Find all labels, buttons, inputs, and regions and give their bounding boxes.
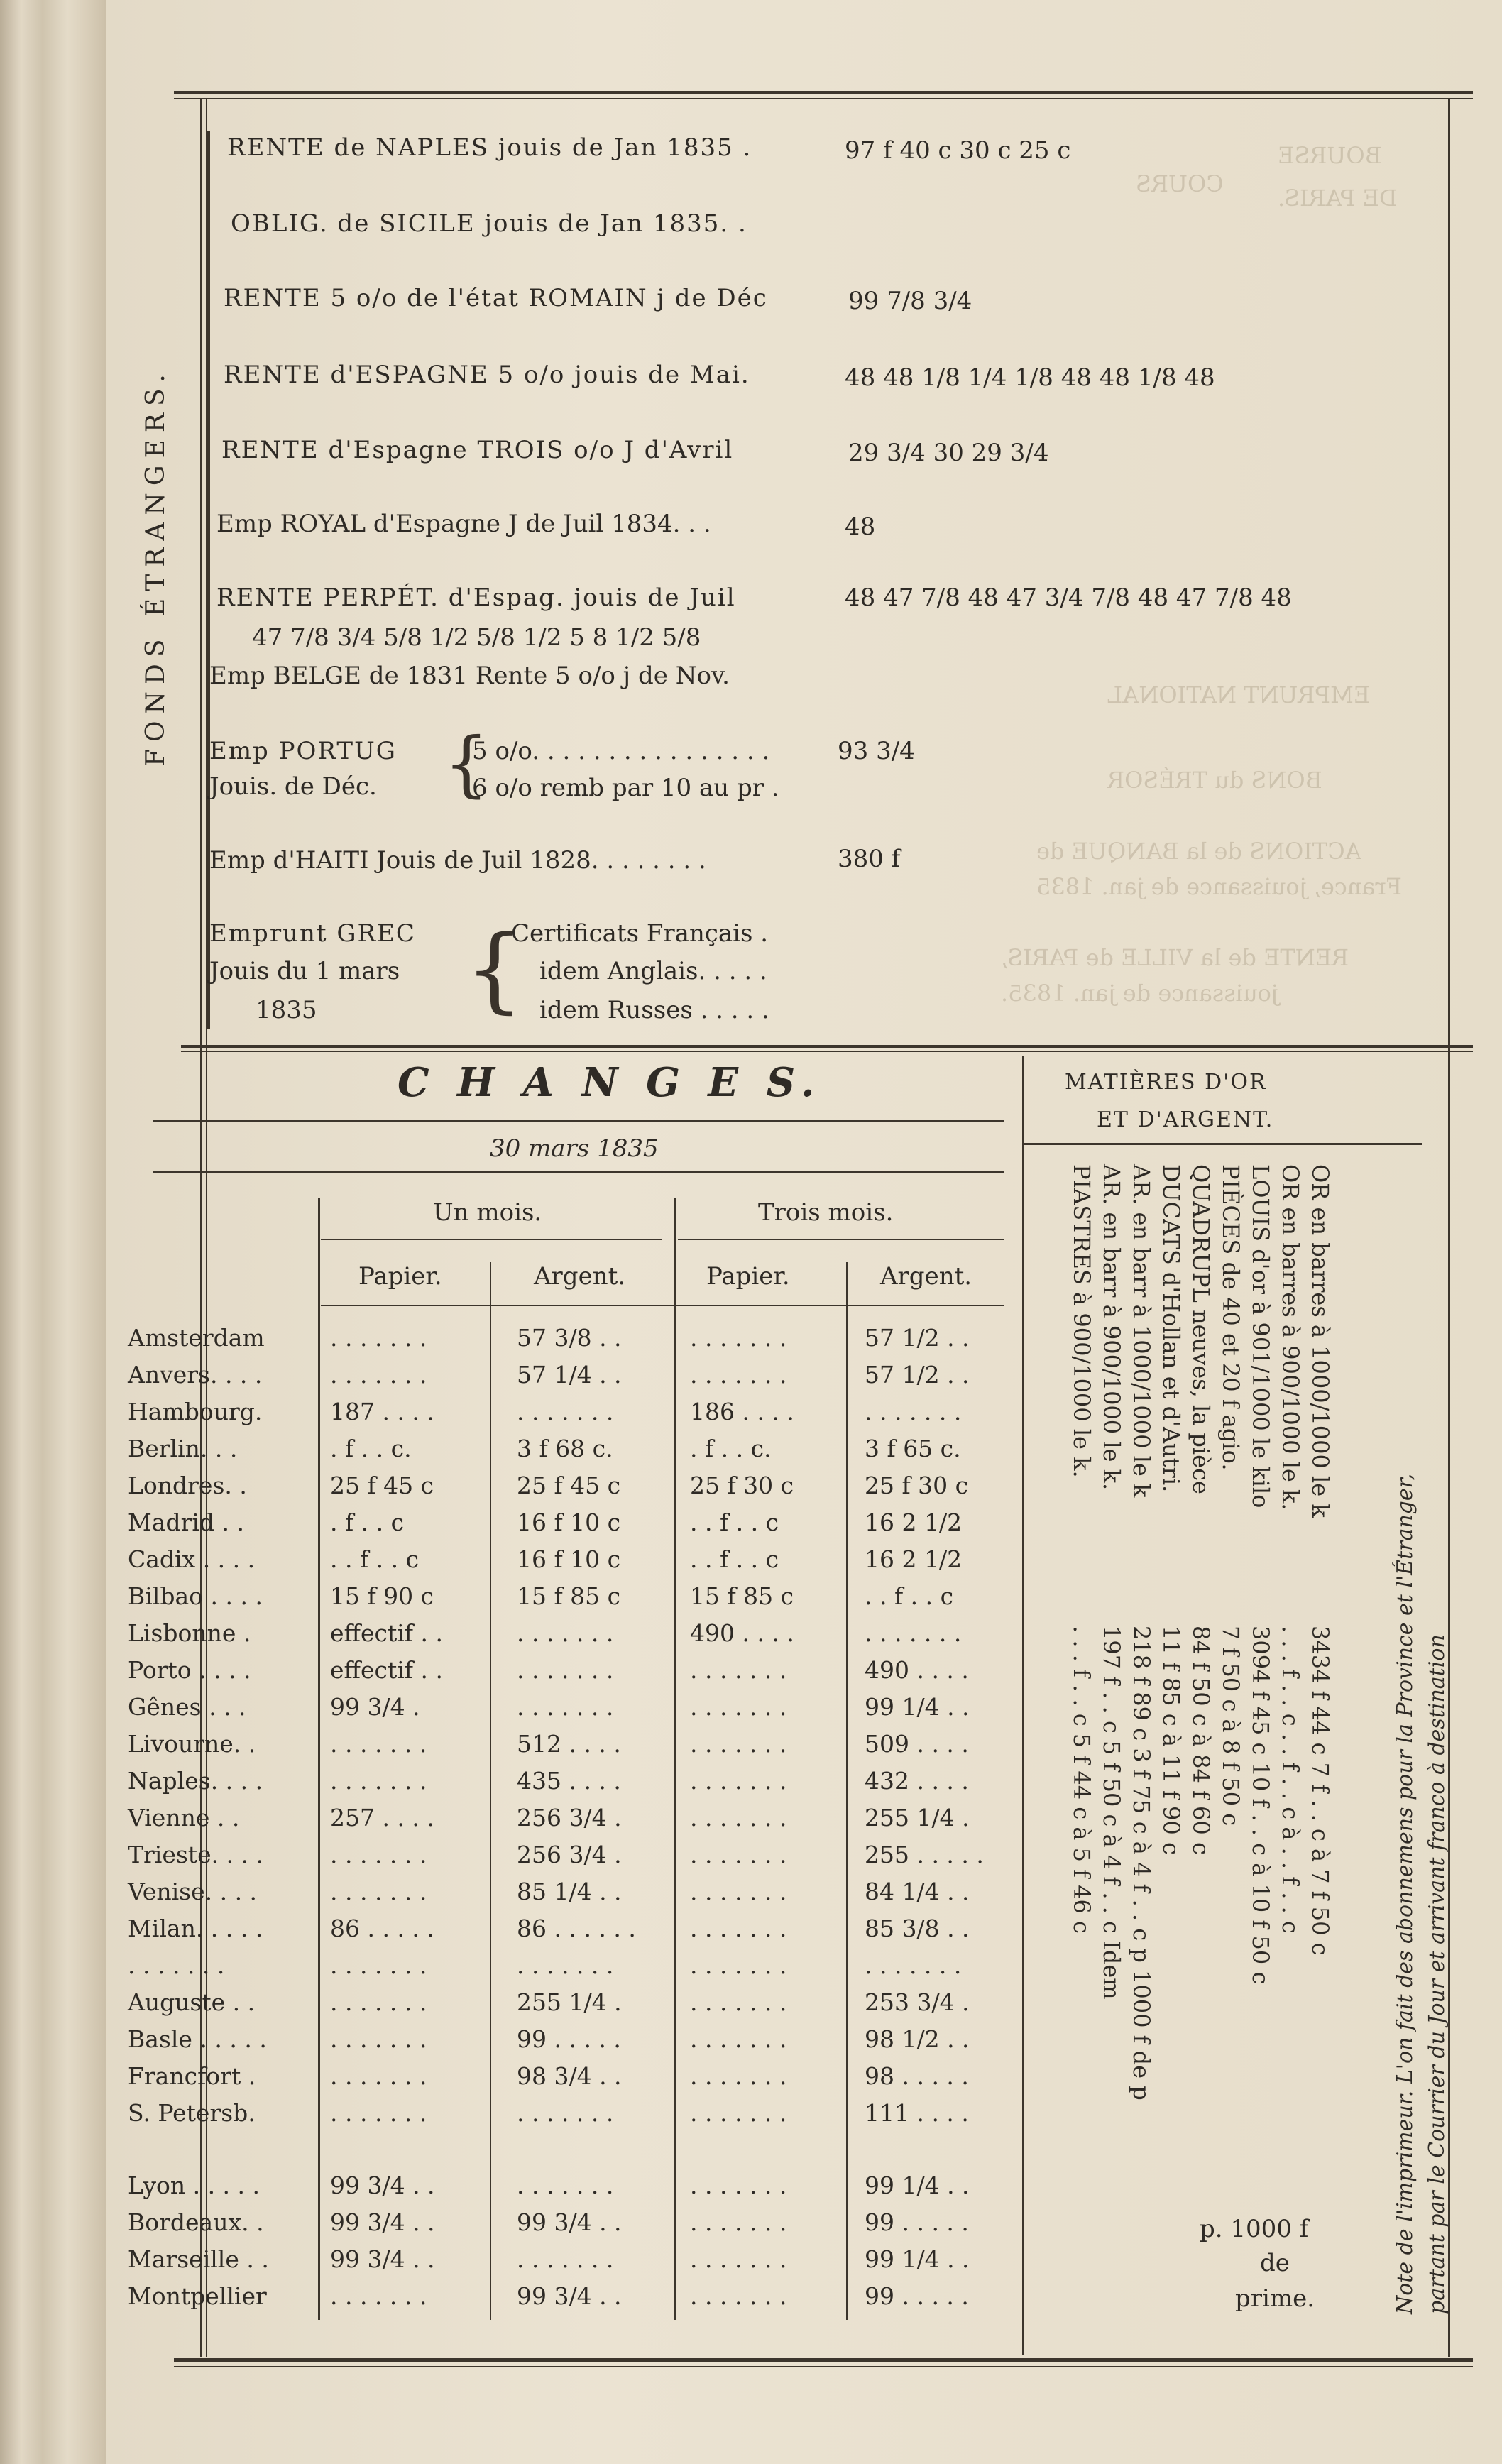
exchange-rate-cell: . . . . . . . [690, 2245, 787, 2273]
exchange-city: Naples. . . . [128, 1767, 263, 1795]
prime-label: p. 1000 f [1200, 2215, 1309, 2243]
exchange-rate-cell: . f . . c. [690, 1435, 772, 1462]
exchange-rate-cell: . . . . . . . [330, 1841, 427, 1868]
exchange-rate-cell: . . . . . . . [517, 2245, 614, 2273]
changes-date: 30 mars 1835 [490, 1134, 659, 1163]
grec-option: idem Anglais. . . . . [539, 957, 767, 985]
matieres-line: PIASTRES à 900/1000 le k. [1068, 1164, 1095, 1478]
exchange-rate-cell: . . . . . . . [517, 1951, 614, 1979]
exchange-rate-cell: . . . . . . . [865, 1619, 962, 1647]
matieres-value: 7 f 50 c à 8 f 50 c [1217, 1626, 1244, 1827]
exchange-rate-cell: 99 3/4 . . [330, 2208, 435, 2236]
matieres-value: 3434 f 44 c 7 f . . c à 7 f 50 c [1307, 1626, 1334, 1956]
exchange-rate-cell: 99 1/4 . . [865, 2172, 970, 2199]
portugal-option: 6 o/o remb par 10 au pr . [472, 774, 779, 802]
haiti-loan-label: Emp d'HAITI Jouis de Juil 1828. . . . . . . . [209, 846, 706, 875]
exchange-city: Berlin. . . [128, 1435, 238, 1462]
exchange-rate-cell: 57 3/8 . . [517, 1324, 622, 1352]
fonds-row-value: 29 3/4 30 29 3/4 [848, 439, 1049, 467]
exchange-rate-cell: . . . . . . . [690, 1951, 787, 1979]
exchange-rate-cell: . . . . . . . [330, 1767, 427, 1795]
sub-header-argent: Argent. [880, 1262, 972, 1291]
exchange-rate-cell: 16 2 1/2 [865, 1508, 963, 1536]
exchange-city: Venise. . . . [128, 1878, 258, 1905]
fonds-row-value: 97 f 40 c 30 c 25 c [845, 136, 1071, 165]
exchange-rate-cell: 57 1/4 . . [517, 1361, 622, 1389]
exchange-rate-cell: effectif . . [330, 1619, 443, 1647]
changes-title: C H A N G E S. [398, 1059, 822, 1106]
exchange-rate-cell: 15 f 90 c [330, 1582, 434, 1610]
sub-header-underline [321, 1305, 1004, 1306]
group-trois-mois: Trois mois. [758, 1198, 894, 1227]
group-underline [678, 1239, 1004, 1240]
exchange-rate-cell: . . . . . . . [690, 2172, 787, 2199]
exchange-rate-cell: 3 f 68 c. [517, 1435, 613, 1462]
exchange-city: . . . . . . . [128, 1951, 225, 1979]
exchange-rate-cell: . . . . . . . [690, 1915, 787, 1942]
exchange-rate-cell: . . . . . . . [690, 1767, 787, 1795]
brace-symbol: { [444, 722, 489, 805]
column-rule [318, 1198, 320, 2320]
prime-label: de [1260, 2249, 1290, 2277]
exchange-rate-cell: 84 1/4 . . [865, 1878, 970, 1905]
exchange-rate-cell: . . . . . . . [690, 1804, 787, 1831]
exchange-rate-cell: . . f . . c [690, 1545, 779, 1573]
exchange-rate-cell: . . . . . . . [865, 1398, 962, 1425]
sub-header-papier: Papier. [358, 1262, 442, 1291]
fonds-row-continuation: 47 7/8 3/4 5/8 1/2 5/8 1/2 5 8 1/2 5/8 [252, 623, 701, 652]
exchange-city: Francfort . [128, 2062, 256, 2090]
exchange-rate-cell: 187 . . . . [330, 1398, 434, 1425]
exchange-rate-cell: 25 f 45 c [517, 1472, 621, 1499]
exchange-rate-cell: . f . . c. [330, 1435, 412, 1462]
exchange-rate-cell: . . . . . . . [690, 2062, 787, 2090]
sub-header-argent: Argent. [534, 1262, 626, 1291]
exchange-rate-cell: . . . . . . . [690, 2208, 787, 2236]
exchange-rate-cell: 99 3/4 . . [517, 2282, 622, 2310]
bottom-border-rule [174, 2358, 1473, 2362]
matieres-heading: ET D'ARGENT. [1097, 1107, 1274, 1132]
exchange-city: Bordeaux. . [128, 2208, 264, 2236]
exchange-rate-cell: 16 2 1/2 [865, 1545, 963, 1573]
exchange-rate-cell: 99 3/4 . . [330, 2172, 435, 2199]
matieres-line: QUADRUPL neuves, la pièce [1188, 1164, 1215, 1494]
ghost-line: BONS du TRÉSOR [1107, 767, 1322, 794]
exchange-rate-cell: . . . . . . . [330, 1951, 427, 1979]
exchange-rate-cell: 16 f 10 c [517, 1508, 621, 1536]
matieres-value: 11 f 85 c à 11 f 90 c [1158, 1626, 1185, 1855]
grec-option: Certificats Français . [511, 919, 769, 948]
top-border-rule-thin [174, 98, 1473, 99]
exchange-rate-cell: . . . . . . . [330, 1988, 427, 2016]
column-rule [490, 1262, 491, 2320]
exchange-rate-cell: 432 . . . . [865, 1767, 969, 1795]
fonds-row-value: 48 [845, 513, 876, 541]
date-underline [153, 1171, 1004, 1173]
matieres-line: AR. en barr à 900/1000 le k. [1098, 1164, 1125, 1491]
fonds-row-label: OBLIG. de SICILE jouis de Jan 1835. . [231, 209, 747, 238]
exchange-rate-cell: . f . . c [330, 1508, 405, 1536]
exchange-city: Auguste . . [128, 1988, 256, 2016]
exchange-city: Vienne . . [128, 1804, 240, 1831]
bottom-border-rule-thin [174, 2366, 1473, 2367]
matieres-underline [1024, 1143, 1422, 1145]
matieres-value: 197 f . . c 5 f 50 c à 4 f . . c Idem [1098, 1626, 1125, 2000]
exchange-rate-cell: 25 f 30 c [690, 1472, 794, 1499]
fonds-etrangers-label: FONDS ÉTRANGERS. [141, 367, 170, 767]
ghost-line: DE PARIS. [1278, 185, 1398, 212]
exchange-city: Lisbonne . [128, 1619, 251, 1647]
exchange-rate-cell: . . . . . . . [330, 2062, 427, 2090]
exchange-rate-cell: 111 . . . . [865, 2099, 969, 2127]
exchange-rate-cell: 98 1/2 . . [865, 2025, 970, 2053]
matieres-value: 84 f 50 c à 84 f 60 c [1188, 1626, 1215, 1855]
exchange-rate-cell: 85 3/8 . . [865, 1915, 970, 1942]
exchange-rate-cell: . . . . . . . [690, 1730, 787, 1758]
haiti-loan-value: 380 f [838, 845, 901, 873]
exchange-rate-cell: . . . . . . . [690, 1988, 787, 2016]
exchange-rate-cell: . . . . . . . [690, 2099, 787, 2127]
exchange-rate-cell: . . . . . . . [330, 1730, 427, 1758]
ghost-line: jouissance de jan. 1835. [1001, 980, 1278, 1007]
exchange-rate-cell: . . . . . . . [690, 1656, 787, 1684]
exchange-rate-cell: . . . . . . . [865, 1951, 962, 1979]
exchange-city: Londres. . [128, 1472, 247, 1499]
title-underline [153, 1120, 1004, 1122]
ghost-line: France, jouissance de jan. 1835 [1036, 873, 1402, 900]
exchange-rate-cell: . . . . . . . [690, 2282, 787, 2310]
exchange-city: Amsterdam [128, 1324, 265, 1352]
exchange-rate-cell: 16 f 10 c [517, 1545, 621, 1573]
exchange-rate-cell: . . f . . c [865, 1582, 954, 1610]
exchange-rate-cell: . . . . . . . [690, 2025, 787, 2053]
exchange-rate-cell: 490 . . . . [690, 1619, 794, 1647]
matieres-line: AR. en barr à 1000/1000 le k [1128, 1164, 1155, 1498]
matieres-line: OR en barres à 1000/1000 le k [1307, 1164, 1334, 1518]
matieres-value: . . . f . . c . . f . . c à . . f . . c [1277, 1626, 1304, 1934]
grec-loan-year: 1835 [256, 996, 317, 1024]
matieres-heading: MATIÈRES D'OR [1065, 1070, 1267, 1095]
top-border-rule [174, 91, 1473, 94]
fonds-row-label: Emp ROYAL d'Espagne J de Juil 1834. . . [216, 510, 711, 538]
fonds-row-label: RENTE de NAPLES jouis de Jan 1835 . [227, 133, 752, 162]
section-divider [181, 1045, 1473, 1048]
exchange-rate-cell: 257 . . . . [330, 1804, 434, 1831]
exchange-rate-cell: 99 3/4 . [330, 1693, 420, 1721]
group-un-mois: Un mois. [433, 1198, 542, 1227]
exchange-rate-cell: 98 . . . . . [865, 2062, 969, 2090]
exchange-city: Madrid . . [128, 1508, 245, 1536]
exchange-rate-cell: . . . . . . . [690, 1324, 787, 1352]
portugal-option: 5 o/o. . . . . . . . . . . . . . . . [472, 737, 770, 765]
left-border-rule [200, 99, 202, 2357]
exchange-rate-cell: 253 3/4 . [865, 1988, 970, 2016]
column-rule [674, 1198, 676, 2320]
exchange-city: Porto . . . . [128, 1656, 251, 1684]
exchange-city: Bilbao . . . . [128, 1582, 263, 1610]
exchange-rate-cell: 25 f 45 c [330, 1472, 434, 1499]
exchange-rate-cell: . . . . . . . [517, 1693, 614, 1721]
matieres-line: DUCATS d'Hollan et d'Autri. [1158, 1164, 1185, 1493]
exchange-rate-cell: . . . . . . . [330, 2282, 427, 2310]
ghost-line: EMPRUNT NATIONAL [1107, 681, 1371, 708]
exchange-city: Cadix . . . . [128, 1545, 256, 1573]
ghost-line: BOURSE [1278, 142, 1382, 169]
exchange-rate-cell: . . . . . . . [330, 2099, 427, 2127]
book-page-edges [0, 0, 106, 2464]
exchange-rate-cell: . . . . . . . [517, 1656, 614, 1684]
portugal-loan-jouis: Jouis. de Déc. [209, 772, 377, 801]
section-divider-thin [181, 1051, 1473, 1052]
matieres-line: PIÈCES de 40 et 20 f agio. [1217, 1164, 1244, 1471]
exchange-city: Basle . . . . . [128, 2025, 267, 2053]
exchange-city: Anvers. . . . [128, 1361, 263, 1389]
matieres-line: LOUIS d'or à 901/1000 le kilo [1247, 1164, 1274, 1508]
exchange-rate-cell: . . f . . c [330, 1545, 420, 1573]
printer-note-line: Note de l'imprimeur. L'on fait des abonnemens pour la Province et l'Étranger, [1393, 1473, 1418, 2314]
exchange-rate-cell: . . f . . c [690, 1508, 779, 1536]
column-rule [1022, 1056, 1024, 2355]
matieres-value: 3094 f 45 c 10 f . . c à 10 f 50 c [1247, 1626, 1274, 1985]
exchange-city: Livourne. . [128, 1730, 256, 1758]
column-rule [846, 1262, 848, 2320]
section-bracket [207, 131, 210, 1029]
matieres-value: . . . f . . c 5 f 44 c à 5 f 46 c [1068, 1626, 1095, 1934]
exchange-rate-cell: 99 3/4 . . [330, 2245, 435, 2273]
exchange-rate-cell: 57 1/2 . . [865, 1324, 970, 1352]
exchange-rate-cell: 512 . . . . [517, 1730, 621, 1758]
exchange-rate-cell: 256 3/4 . [517, 1841, 622, 1868]
exchange-rate-cell: 435 . . . . [517, 1767, 621, 1795]
printer-note-line: partant par le Courrier du Jour et arrivant franco à destination [1425, 1634, 1449, 2314]
exchange-rate-cell: . . . . . . . [690, 1841, 787, 1868]
exchange-rate-cell: 98 3/4 . . [517, 2062, 622, 2090]
brace-symbol: { [465, 915, 524, 1023]
grec-loan-label: Emprunt GREC [209, 919, 416, 948]
exchange-city: Lyon . . . . . [128, 2172, 260, 2199]
fonds-row-label: RENTE d'Espagne TROIS o/o J d'Avril [221, 436, 734, 464]
fonds-row-label: RENTE PERPÉT. d'Espag. jouis de Juil [216, 584, 736, 612]
exchange-rate-cell: 3 f 65 c. [865, 1435, 961, 1462]
exchange-city: Montpellier [128, 2282, 267, 2310]
exchange-rate-cell: 256 3/4 . [517, 1804, 622, 1831]
prime-label: prime. [1235, 2284, 1315, 2313]
exchange-rate-cell: 509 . . . . [865, 1730, 969, 1758]
exchange-rate-cell: 99 1/4 . . [865, 2245, 970, 2273]
exchange-rate-cell: . . . . . . . [690, 1361, 787, 1389]
exchange-rate-cell: . . . . . . . [330, 1324, 427, 1352]
exchange-rate-cell: 490 . . . . [865, 1656, 969, 1684]
exchange-rate-cell: . . . . . . . [690, 1878, 787, 1905]
exchange-rate-cell: 99 . . . . . [865, 2208, 969, 2236]
grec-option: idem Russes . . . . . [539, 996, 769, 1024]
exchange-rate-cell: 255 . . . . . [865, 1841, 984, 1868]
exchange-rate-cell: 85 1/4 . . [517, 1878, 622, 1905]
exchange-rate-cell: 57 1/2 . . [865, 1361, 970, 1389]
exchange-rate-cell: 15 f 85 c [690, 1582, 794, 1610]
exchange-rate-cell: 25 f 30 c [865, 1472, 969, 1499]
exchange-city: Hambourg. [128, 1398, 263, 1425]
exchange-rate-cell: . . . . . . . [690, 1693, 787, 1721]
exchange-rate-cell: . . . . . . . [330, 1361, 427, 1389]
matieres-line: OR en barres à 900/1000 le k. [1277, 1164, 1304, 1511]
exchange-rate-cell: . . . . . . . [330, 2025, 427, 2053]
ghost-line: RENTE de la VILLE de PARIS, [1001, 944, 1349, 971]
exchange-rate-cell: 86 . . . . . [330, 1915, 434, 1942]
fonds-row-label: RENTE 5 o/o de l'état ROMAIN j de Déc [224, 284, 768, 312]
exchange-rate-cell: 255 1/4 . [517, 1988, 622, 2016]
exchange-rate-cell: 255 1/4 . [865, 1804, 970, 1831]
fonds-row-label: Emp BELGE de 1831 Rente 5 o/o j de Nov. [209, 662, 730, 690]
exchange-city: Marseille . . [128, 2245, 269, 2273]
exchange-rate-cell: . . . . . . . [330, 1878, 427, 1905]
exchange-rate-cell: . . . . . . . [517, 2099, 614, 2127]
exchange-rate-cell: 99 3/4 . . [517, 2208, 622, 2236]
exchange-rate-cell: 186 . . . . [690, 1398, 794, 1425]
exchange-rate-cell: 15 f 85 c [517, 1582, 621, 1610]
exchange-city: Milan. . . . . [128, 1915, 263, 1942]
portugal-loan-label: Emp PORTUG [209, 737, 397, 765]
matieres-value: 218 f 89 c 3 f 75 c à 4 f . . c p 1000 f de p [1128, 1626, 1155, 2101]
exchange-city: Gênes . . . [128, 1693, 246, 1721]
exchange-rate-cell: 99 . . . . . [865, 2282, 969, 2310]
ghost-line: COURS [1136, 170, 1224, 197]
sub-header-papier: Papier. [706, 1262, 790, 1291]
exchange-rate-cell: effectif . . [330, 1656, 443, 1684]
exchange-rate-cell: . . . . . . . [517, 2172, 614, 2199]
fonds-row-value: 48 47 7/8 48 47 3/4 7/8 48 47 7/8 48 [845, 584, 1292, 612]
fonds-row-label: RENTE d'ESPAGNE 5 o/o jouis de Mai. [224, 361, 750, 389]
exchange-rate-cell: . . . . . . . [517, 1398, 614, 1425]
group-underline [321, 1239, 662, 1240]
exchange-rate-cell: 99 1/4 . . [865, 1693, 970, 1721]
exchange-city: S. Petersb. [128, 2099, 256, 2127]
portugal-value: 93 3/4 [838, 737, 915, 765]
exchange-rate-cell: . . . . . . . [517, 1619, 614, 1647]
ghost-line: ACTIONS de la BANQUE de [1036, 838, 1361, 865]
exchange-rate-cell: 99 . . . . . [517, 2025, 621, 2053]
fonds-row-value: 99 7/8 3/4 [848, 287, 972, 315]
exchange-city: Trieste. . . . [128, 1841, 264, 1868]
fonds-row-value: 48 48 1/8 1/4 1/8 48 48 1/8 48 [845, 363, 1215, 392]
exchange-rate-cell: 86 . . . . . . [517, 1915, 636, 1942]
grec-loan-jouis: Jouis du 1 mars [209, 957, 400, 985]
